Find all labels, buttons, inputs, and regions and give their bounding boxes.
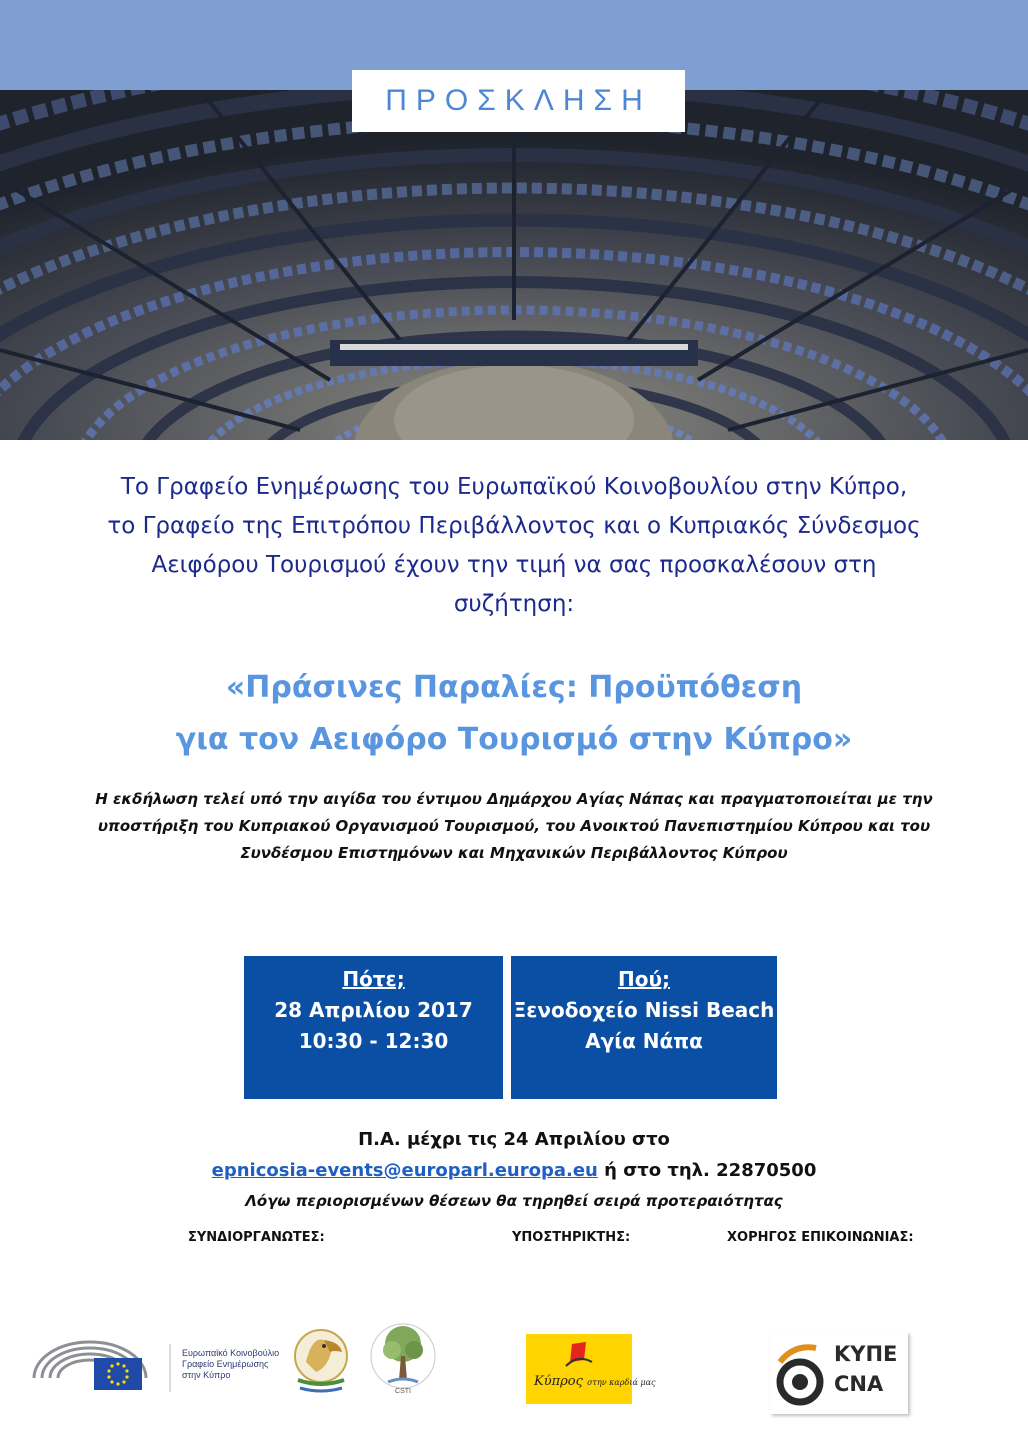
intro-line: το Γραφείο της Επιτρόπου Περιβάλλοντος και ο Κυπριακός Σύνδεσμος [107,513,921,539]
cto-wordmark: Κύπρος [534,1374,583,1389]
cna-wordmark-latin: CNA [834,1372,884,1396]
patronage-line: Η εκδήλωση τελεί υπό την αιγίδα του έντιμου Δημάρχου Αγίας Νάπας και πραγματοποιείται με την [95,790,933,808]
event-venue: Ξενοδοχείο Nissi Beach [513,998,775,1022]
co-organizers-label: ΣΥΝΔΙΟΡΓΑΝΩΤΕΣ: [188,1230,325,1245]
supporter-label: ΥΠΟΣΤΗΡΙΚΤΗΣ: [512,1230,631,1245]
parliament-hemicycle-photo [0,90,1028,440]
ep-logo-line: Ευρωπαϊκό Κοινοβούλιο [182,1348,280,1358]
event-place: Αγία Νάπα [585,1029,703,1053]
sustainable-tourism-logo [368,1320,438,1400]
event-headline [30,662,998,766]
when-box [244,956,503,1099]
commissioner-office-logo [290,1322,352,1402]
svg-text:CSTI: CSTI [395,1388,411,1395]
cyprus-tourism-logo-text [534,1374,655,1389]
intro-line: Το Γραφείο Ενημέρωσης του Ευρωπαϊκού Κοινοβουλίου στην Κύπρο, [120,474,908,500]
cna-wordmark-greek: ΚΥΠΕ [834,1342,898,1366]
european-parliament-logo [28,1330,280,1396]
rsvp-contact [30,1155,998,1186]
patronage-line: υποστήριξη του Κυπριακού Οργανισμού Τουρισμού, του Ανοικτού Πανεπιστημίου Κύπρου και του [97,817,931,835]
patronage-note [30,786,998,867]
rsvp-section [30,1124,998,1216]
where-heading: Πού; [618,967,670,991]
rsvp-phone: ή στο τηλ. 22870500 [597,1160,817,1181]
headline-line: για τον Αειφόρο Τουρισμό στην Κύπρο» [175,722,853,757]
ep-logo-line: Γραφείο Ενημέρωσης [182,1359,269,1369]
ep-logo-line: στην Κύπρο [182,1370,231,1380]
cyprus-news-agency-logo [770,1332,908,1414]
patronage-line: Συνδέσμου Επιστημόνων και Μηχανικών Περιβάλλοντος Κύπρου [240,844,788,862]
intro-line: Αειφόρου Τουρισμού έχουν την τιμή να σας προσκαλέσουν στη [151,552,877,578]
event-date: 28 Απριλίου 2017 [274,998,473,1022]
when-heading: Πότε; [342,967,405,991]
ep-logo-text [182,1348,279,1381]
cyprus-tourism-logo [526,1334,656,1404]
intro-line: συζήτηση: [453,591,575,617]
rsvp-deadline: Π.Α. μέχρι τις 24 Απριλίου στο [358,1129,670,1150]
media-sponsor-label: ΧΟΡΗΓΟΣ ΕΠΙΚΟΙΝΩΝΙΑΣ: [727,1230,914,1245]
headline-line: «Πράσινες Παραλίες: Προϋπόθεση [225,670,803,705]
where-box [511,956,777,1099]
invitation-title: ΠΡΟΣΚΛΗΣΗ [385,84,652,117]
event-time: 10:30 - 12:30 [298,1029,449,1053]
cto-tagline: στην καρδιά μας [587,1378,656,1387]
invitation-title-box [352,70,685,132]
rsvp-email-link[interactable]: epnicosia-events@europarl.europa.eu [211,1160,598,1181]
intro-paragraph [30,468,998,624]
rsvp-priority-note: Λόγω περιορισμένων θέσεων θα τηρηθεί σειρά προτεραιότητας [245,1192,783,1210]
